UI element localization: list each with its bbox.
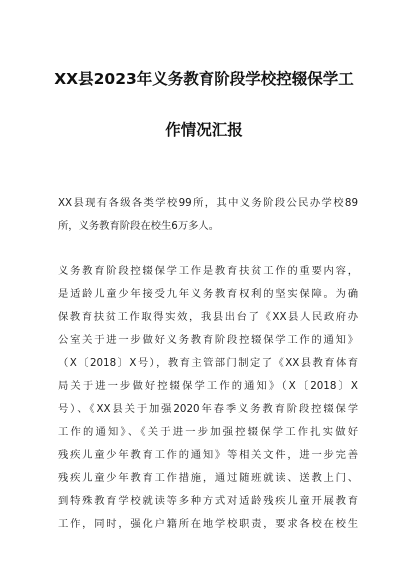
document-title-line-1: XX县2023年义务教育阶段学校控辍保学工 bbox=[54, 70, 354, 88]
paragraph-line: 工作的通知》、《关于进一步加强控辍保学工作扎实做好 bbox=[58, 426, 358, 438]
paragraph-line: XX县现有各级各类学校99所，其中义务阶段公民办学校89 bbox=[58, 197, 358, 209]
paragraph-line: 局关于进一步做好控辍保学工作的通知》（X〔2018〕X bbox=[58, 380, 358, 392]
paragraph-line: 残疾儿童少年教育工作措施，通过随班就读、送教上门、 bbox=[58, 472, 358, 484]
paragraph-line: 是适龄儿童少年接受九年义务教育权利的坚实保障。为确 bbox=[58, 288, 358, 300]
document-title-line-2: 作情况汇报 bbox=[165, 121, 243, 139]
paragraph-line: 残疾儿童少年教育工作的通知》等相关文件，进一步完善 bbox=[58, 449, 358, 461]
paragraph-line: 号）、《XX县关于加强2020年春季义务教育阶段控辍保学 bbox=[58, 403, 358, 415]
paragraph-line: 义务教育阶段控辍保学工作是教育扶贫工作的重要内容， bbox=[58, 265, 358, 277]
paragraph-control-measures bbox=[58, 260, 358, 536]
paragraph-line: 保教育扶贫工作取得实效，我县出台了《XX县人民政府办 bbox=[58, 311, 358, 323]
paragraph-line: 所，义务教育阶段在校生6万多人。 bbox=[58, 220, 220, 232]
paragraph-school-overview bbox=[58, 192, 358, 238]
paragraph-line: 到特殊教育学校就读等多种方式对适龄残疾儿童开展教育 bbox=[58, 495, 358, 507]
paragraph-line: 公室关于进一步做好义务教育阶段控辍保学工作的通知》 bbox=[58, 334, 358, 346]
paragraph-line: 工作，同时，强化户籍所在地学校职责，要求各校在校生 bbox=[58, 518, 358, 530]
paragraph-line: （X〔2018〕X号），教育主管部门制定了《XX县教育体育 bbox=[58, 357, 358, 369]
